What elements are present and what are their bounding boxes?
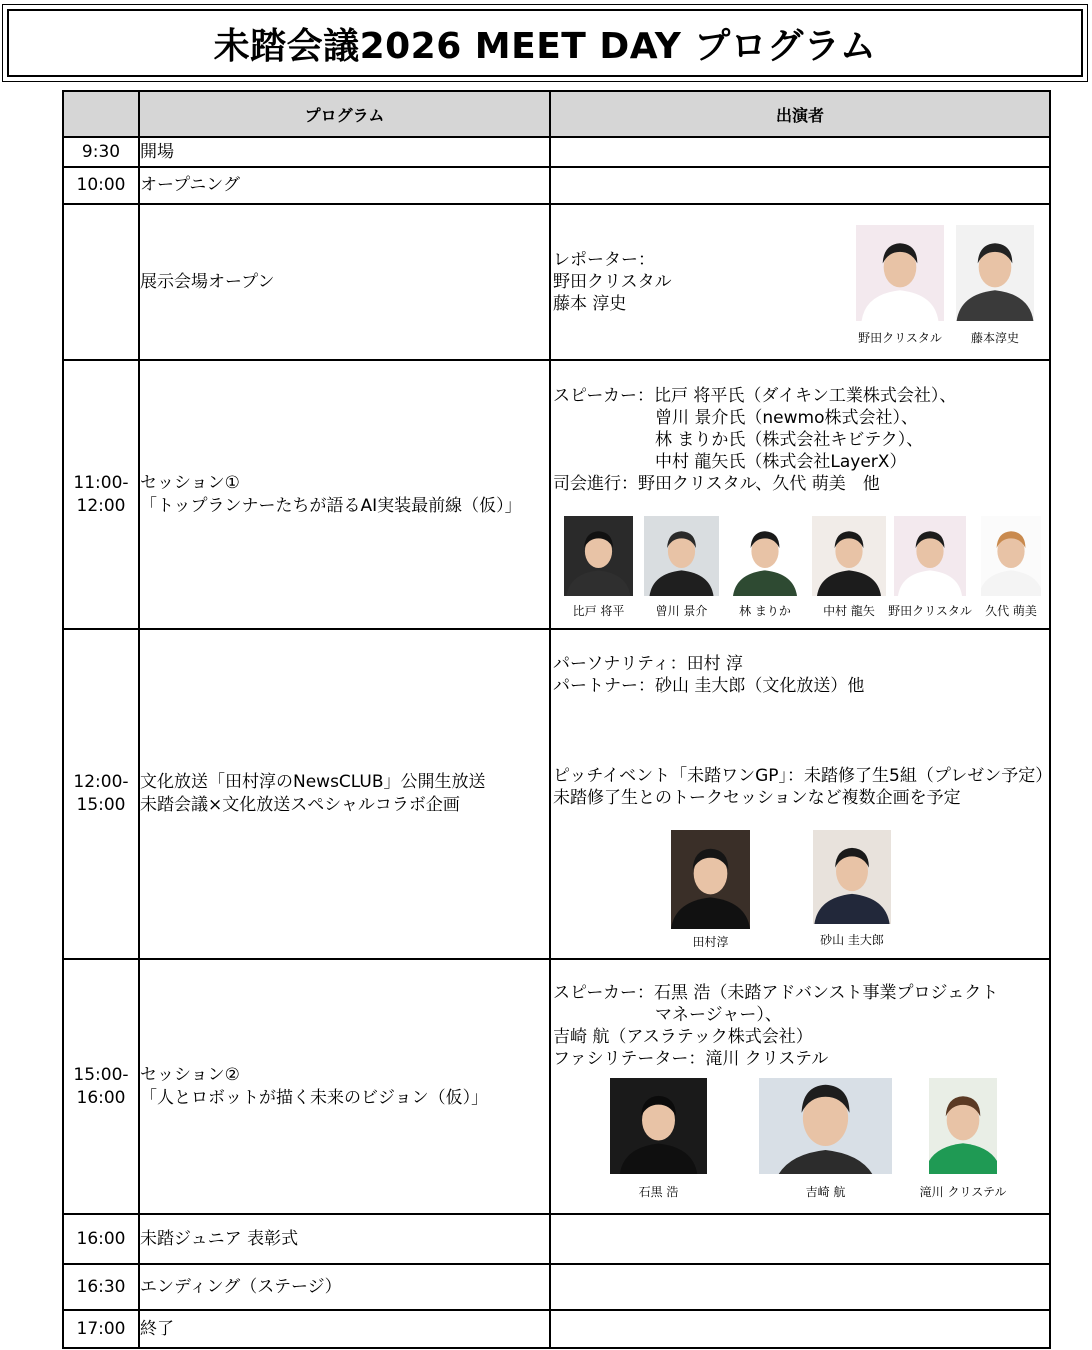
performers-text-2: ピッチイベント「未踏ワンGP」：未踏修了生5組（プレゼン予定） 未踏修了生とのトークセッションなど複数企画を予定 xyxy=(553,766,1053,808)
performers-text: スピーカー：石黒 浩（未踏アドバンスト事業プロジェクト マネージャー）、 吉崎 航（アスラテック株式会社） ファシリテーター：滝川 クリステル xyxy=(553,983,999,1069)
portrait-svg xyxy=(610,1078,707,1174)
portrait-svg xyxy=(813,830,891,924)
performer-photo xyxy=(981,516,1041,618)
row-performers xyxy=(550,137,1050,167)
portrait-svg xyxy=(981,516,1041,596)
title-inner xyxy=(7,9,1083,77)
row-time: 16:30 xyxy=(63,1264,139,1310)
row-performers xyxy=(550,959,1050,1214)
performer-photo xyxy=(888,516,972,618)
photo-caption: 中村 龍矢 xyxy=(823,604,875,618)
photo-caption: 久代 萌美 xyxy=(985,604,1037,618)
table-row xyxy=(63,204,1050,360)
performer-photo xyxy=(564,516,633,618)
header-program: プログラム xyxy=(139,91,550,137)
photo-caption: 石黒 浩 xyxy=(638,1185,679,1199)
portrait-image xyxy=(644,516,719,596)
performer-photo xyxy=(671,830,750,949)
photo-caption: 比戸 将平 xyxy=(572,604,625,618)
row-program: セッション② 「人とロボットが描く未来のビジョン（仮）」 xyxy=(139,959,550,1214)
performer-photo xyxy=(856,225,944,345)
portrait-svg xyxy=(894,516,966,596)
table-row xyxy=(63,167,1050,204)
performer-photo xyxy=(644,516,719,618)
portrait-svg xyxy=(759,1078,892,1174)
row-time: 17:00 xyxy=(63,1310,139,1348)
header-row xyxy=(63,91,1050,137)
row-program: 開場 xyxy=(139,137,550,167)
photo-caption: 砂山 圭大郎 xyxy=(820,933,884,947)
photo-caption: 野田クリスタル xyxy=(888,604,972,618)
row-time xyxy=(63,204,139,360)
row-program: 展示会場オープン xyxy=(139,204,550,360)
portrait-image xyxy=(981,516,1041,596)
row-program: セッション① 「トップランナーたちが語るAI実装最前線（仮）」 xyxy=(139,360,550,629)
row-time: 11:00- 12:00 xyxy=(63,360,139,629)
header-performers: 出演者 xyxy=(550,91,1050,137)
row-program: 文化放送「田村淳のNewsCLUB」公開生放送 未踏会議×文化放送スペシャルコラボ企画 xyxy=(139,629,550,959)
page-title: 未踏会議2026 MEET DAY プログラム xyxy=(213,25,877,67)
table-row xyxy=(63,360,1050,629)
portrait-image xyxy=(856,225,944,321)
photo-caption: 滝川 クリステル xyxy=(919,1185,1007,1199)
program-table xyxy=(62,90,1051,1349)
portrait-image xyxy=(564,516,633,596)
performer-photo xyxy=(919,1078,1007,1199)
row-program: 未踏ジュニア 表彰式 xyxy=(139,1214,550,1264)
table-row xyxy=(63,629,1050,959)
portrait-svg xyxy=(856,225,944,321)
photo-caption: 藤本淳史 xyxy=(970,331,1019,345)
header-time xyxy=(63,91,139,137)
performer-photo xyxy=(732,516,798,618)
row-performers xyxy=(550,1264,1050,1310)
performer-photo xyxy=(813,830,891,947)
photo-caption: 田村淳 xyxy=(692,935,729,949)
performers-text: スピーカー：比戸 将平氏（ダイキン工業株式会社）、 曾川 景介氏（newmo株式会社）、 林 まりか氏（株式会社キビテク）、 中村 龍矢氏（株式会社LayerX） 司会進行：野田クリスタル、久代 萌美 他 xyxy=(553,386,957,494)
row-program: エンディング（ステージ） xyxy=(139,1264,550,1310)
row-time: 15:00- 16:00 xyxy=(63,959,139,1214)
title-box xyxy=(2,4,1088,82)
table-row xyxy=(63,137,1050,167)
row-time: 9:30 xyxy=(63,137,139,167)
performers-text: パーソナリティ：田村 淳 パートナー：砂山 圭大郎（文化放送）他 xyxy=(553,654,865,696)
table-row xyxy=(63,1214,1050,1264)
performers-text: レポーター： 野田クリスタル 藤本 淳史 xyxy=(553,250,672,314)
row-performers xyxy=(550,1214,1050,1264)
portrait-image xyxy=(671,830,750,929)
row-performers xyxy=(550,204,1050,360)
portrait-svg xyxy=(732,516,798,596)
row-performers xyxy=(550,629,1053,959)
row-performers xyxy=(550,167,1050,204)
table-row xyxy=(63,959,1050,1214)
photo-caption: 曾川 景介 xyxy=(655,604,708,618)
row-time: 12:00- 15:00 xyxy=(63,629,139,959)
performer-photo xyxy=(610,1078,707,1199)
portrait-image xyxy=(956,225,1034,321)
row-time: 10:00 xyxy=(63,167,139,204)
portrait-svg xyxy=(564,516,633,596)
portrait-svg xyxy=(812,516,886,596)
performer-photo xyxy=(759,1078,892,1199)
row-performers xyxy=(550,1310,1050,1348)
photo-caption: 吉崎 航 xyxy=(805,1185,846,1199)
performer-photo xyxy=(812,516,886,618)
portrait-image xyxy=(610,1078,707,1174)
row-program: 終了 xyxy=(139,1310,550,1348)
portrait-image xyxy=(894,516,966,596)
row-performers xyxy=(550,360,1050,629)
performer-photo xyxy=(956,225,1034,345)
portrait-svg xyxy=(956,225,1034,321)
portrait-svg xyxy=(644,516,719,596)
table-row xyxy=(63,1310,1050,1348)
photo-caption: 野田クリスタル xyxy=(858,331,942,345)
portrait-svg xyxy=(929,1078,997,1174)
table-row xyxy=(63,1264,1050,1310)
portrait-image xyxy=(812,516,886,596)
photo-caption: 林 まりか xyxy=(739,604,791,618)
portrait-image xyxy=(813,830,891,924)
row-program: オープニング xyxy=(139,167,550,204)
portrait-image xyxy=(732,516,798,596)
portrait-svg xyxy=(671,830,750,929)
portrait-image xyxy=(929,1078,997,1174)
portrait-image xyxy=(759,1078,892,1174)
row-time: 16:00 xyxy=(63,1214,139,1264)
